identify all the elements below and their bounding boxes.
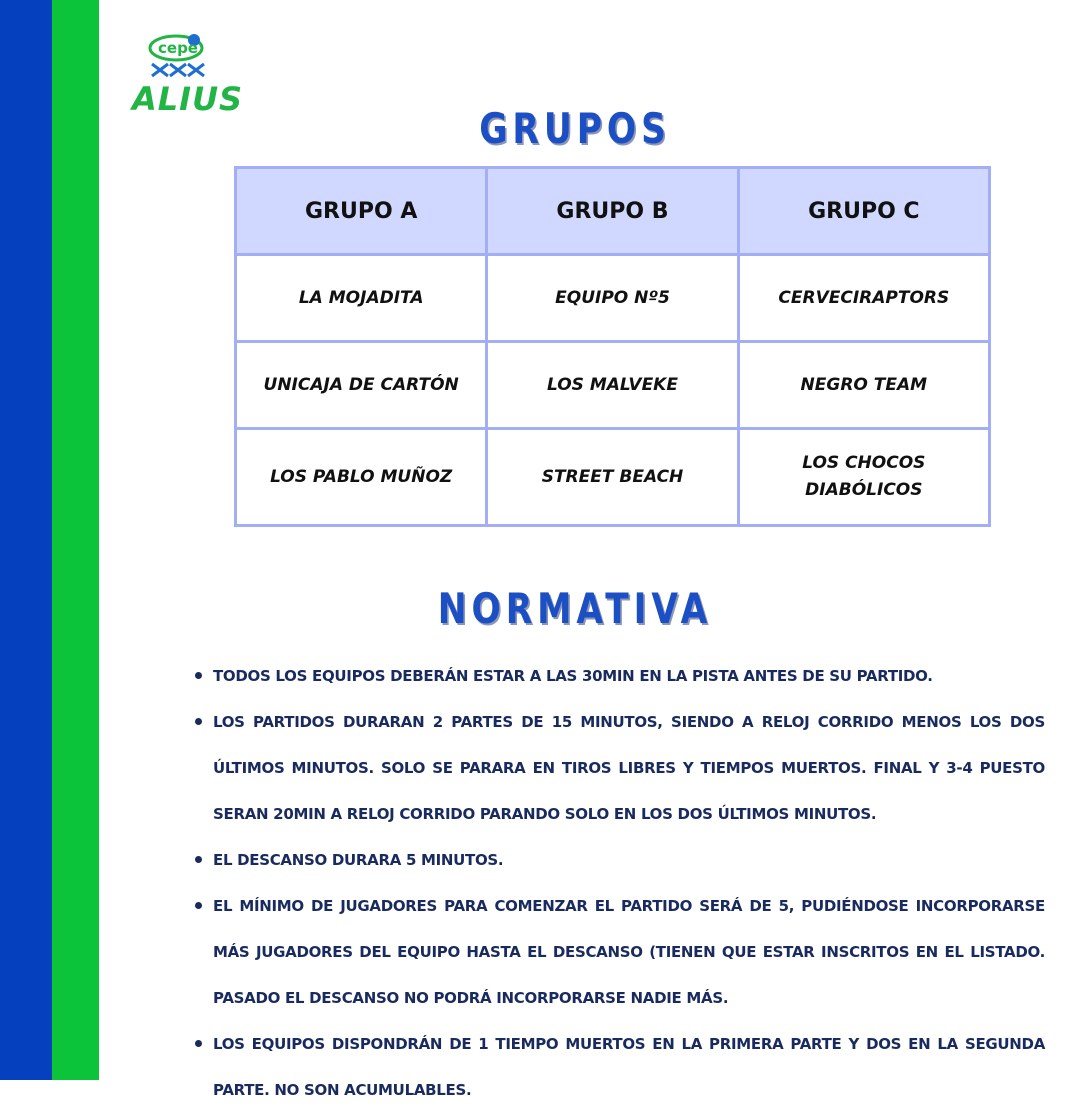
header-grupo-c: GRUPO C: [738, 168, 989, 255]
team-cell: LOS PABLO MUÑOZ: [236, 429, 487, 526]
table-row: [236, 429, 990, 526]
team-cell: STREET BEACH: [487, 429, 738, 526]
list-item: [190, 699, 1045, 837]
grupos-title: GRUPOS: [479, 104, 671, 153]
list-item: [190, 837, 1045, 883]
rule-text: TODOS LOS EQUIPOS DEBERÁN ESTAR A LAS 30MIN EN LA PISTA ANTES DE SU PARTIDO.: [213, 667, 933, 685]
bullet-icon: [195, 902, 202, 909]
svg-text:cepe: cepe: [158, 39, 198, 57]
rule-text: LOS PARTIDOS DURARAN 2 PARTES DE 15 MINUTOS, SIENDO A RELOJ CORRIDO MENOS LOS DOS ÚLTIMOS MINUTOS. SOLO SE PARARA EN TIROS LIBRES Y TIEMPOS MUERTOS. FINAL Y 3-4 PUESTO SERAN 20MIN A RELOJ CORRIDO PARANDO SOLO EN LOS DOS ÚLTIMOS MINUTOS.: [213, 713, 1045, 823]
normativa-title: NORMATIVA: [437, 584, 713, 633]
team-cell: NEGRO TEAM: [738, 342, 989, 429]
green-side-stripe: [52, 0, 99, 1080]
rule-text: LOS EQUIPOS DISPONDRÁN DE 1 TIEMPO MUERTOS EN LA PRIMERA PARTE Y DOS EN LA SEGUNDA PARTE. NO SON ACUMULABLES.: [213, 1035, 1045, 1099]
team-cell: UNICAJA DE CARTÓN: [236, 342, 487, 429]
bullet-icon: [195, 672, 202, 679]
groups-table: [234, 166, 991, 527]
rule-text: EL DESCANSO DURARA 5 MINUTOS.: [213, 851, 504, 869]
bullet-icon: [195, 1040, 202, 1047]
table-header-row: [236, 168, 990, 255]
header-grupo-a: GRUPO A: [236, 168, 487, 255]
team-cell: LOS MALVEKE: [487, 342, 738, 429]
rule-text: EL MÍNIMO DE JUGADORES PARA COMENZAR EL PARTIDO SERÁ DE 5, PUDIÉNDOSE INCORPORARSE MÁS JUGADORES DEL EQUIPO HASTA EL DESCANSO (TIENEN QUE ESTAR INSCRITOS EN EL LISTADO. PASADO EL DESCANSO NO PODRÁ INCORPORARSE NADIE MÁS.: [213, 897, 1045, 1007]
table-row: [236, 255, 990, 342]
team-cell: EQUIPO Nº5: [487, 255, 738, 342]
rules-list: [190, 653, 1045, 1113]
team-cell: LA MOJADITA: [236, 255, 487, 342]
team-cell: LOS CHOCOS DIABÓLICOS: [738, 429, 989, 526]
list-item: [190, 1021, 1045, 1113]
table-row: [236, 342, 990, 429]
logo-wordmark: ALIUS: [132, 80, 244, 118]
header-grupo-b: GRUPO B: [487, 168, 738, 255]
blue-side-stripe: [0, 0, 52, 1080]
bullet-icon: [195, 718, 202, 725]
list-item: [190, 883, 1045, 1021]
list-item: [190, 653, 1045, 699]
bullet-icon: [195, 856, 202, 863]
team-cell: CERVECIRAPTORS: [738, 255, 989, 342]
